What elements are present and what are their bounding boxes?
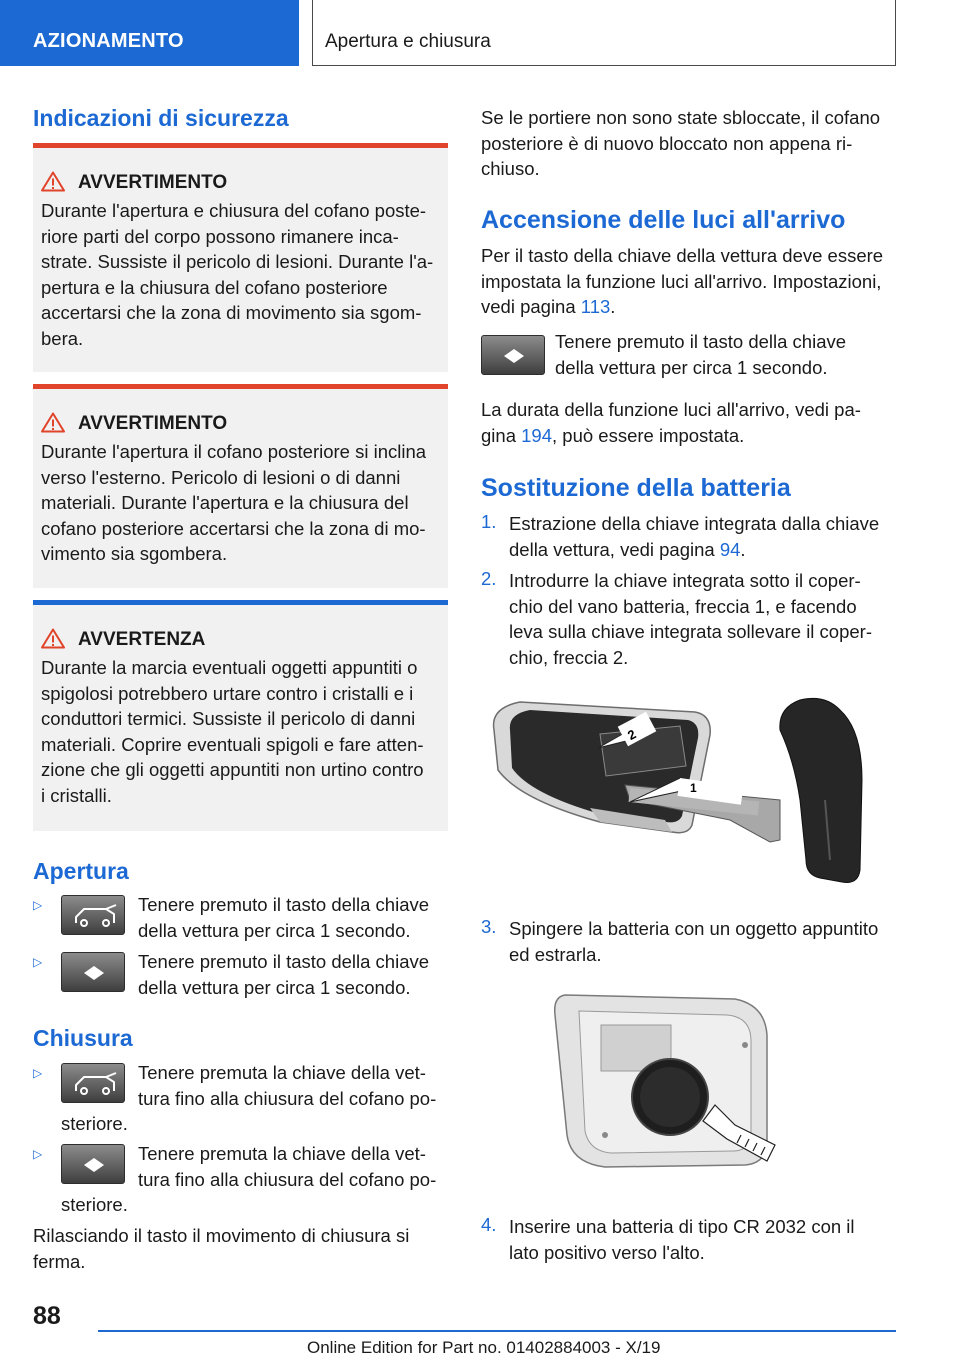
opening-item-2: Tenere premuto il tasto della chiave della vettura per circa 1 secondo. [138,951,430,998]
duration-text: La durata della funzione luci all'arrivo, vedi pa- gina 194, può essere impostata. [481,399,861,446]
list-bullet: ▷ [33,898,43,912]
warning-title: AVVERTIMENTO [78,172,228,193]
warning-title: AVVERTIMENTO [78,413,228,434]
section-title: AZIONAMENTO [33,30,184,52]
page-number: 88 [33,1302,61,1330]
battery-compartment-illustration [545,985,785,1175]
notice-text: Durante la marcia eventuali oggetti appuntiti o spigolosi potrebbero urtare contro i cristalli e i conduttori termici. Sussiste il pericolo di danni materiali. Coprire eventuali spigoli e fare atten- zione che gli oggetti appuntiti non urtino contro i cristalli. [41,657,424,806]
step-1: Estrazione della chiave integrata dalla chiave della vettura, vedi pagina 94. [509,513,880,560]
step-number: 3. [481,916,497,937]
warning-box-1 [33,143,448,372]
key-fob-illustration [480,690,880,890]
warning-triangle-icon [41,412,65,433]
car-tailgate-icon [61,1063,125,1103]
arrow-2-label: 2 [624,726,639,744]
notice-title: AVVERTENZA [78,629,206,650]
list-bullet: ▷ [33,1066,43,1080]
chapter-title: Apertura e chiusura [325,31,491,52]
edition-text: Online Edition for Part no. 01402884003 - X/19 [307,1338,661,1357]
step-2: Introdurre la chiave integrata sotto il coper- chio del vano batteria, freccia 1, e facendo leva sulla chiave integrata sollevare il coper- chio, freccia 2. [509,570,872,668]
chapter-tab [312,0,896,66]
step-3: Spingere la batteria con un oggetto appuntito ed estrarla. [509,918,879,965]
diamond-icon [61,1144,125,1184]
list-bullet: ▷ [33,1147,43,1161]
page-link-94[interactable]: 94 [719,538,741,560]
notice-box [33,600,448,831]
closing-item-2: Tenere premuta la chiave della vet- tura fino alla chiusura del cofano po- [138,1143,437,1190]
arrow-1-label: 1 [690,781,697,795]
step-number: 1. [481,511,497,532]
page-link-194[interactable]: 194 [521,424,552,446]
warning-triangle-icon [41,171,65,192]
step-number: 4. [481,1214,497,1235]
warning-triangle-icon [41,628,65,649]
closing-heading: Chiusura [33,1025,133,1051]
footer-divider [98,1330,896,1332]
step-number: 2. [481,568,497,589]
opening-heading: Apertura [33,858,129,884]
opening-item-1: Tenere premuto il tasto della chiave della vettura per circa 1 secondo. [138,894,430,941]
lights-text: Per il tasto della chiave della vettura deve essere impostata la funzione luci all'arrivo. Impostazioni, vedi pagina 113. [481,245,884,318]
closing-item-1-cont: steriore. [61,1113,128,1134]
warning-text: Durante l'apertura il cofano posteriore si inclina verso l'esterno. Pericolo di lesioni o di danni materiali. Durante l'apertura e la chiusura del cofano posteriore accertarsi che la zona di mo- vimento sia sgombera. [41,441,427,565]
page-link-113[interactable]: 113 [580,296,611,318]
list-bullet: ▷ [33,955,43,969]
section-tab [0,0,299,66]
closing-item-1: Tenere premuta la chiave della vet- tura fino alla chiusura del cofano po- [138,1062,437,1109]
safety-heading: Indicazioni di sicurezza [33,105,289,131]
closing-item-2-cont: steriore. [61,1194,128,1215]
diamond-icon [61,952,125,992]
lights-heading: Accensione delle luci all'arrivo [481,206,846,234]
warning-text: Durante l'apertura e chiusura del cofano poste- riore parti del corpo possono rimanere inca- strate. Sussiste il pericolo di lesioni. Durante l'a- pertura e la chiusura del cofano posteriore accertarsi che la zona di movimento sia sgom- bera. [41,200,434,349]
car-tailgate-icon [61,895,125,935]
release-note: Rilasciando il tasto il movimento di chiusura si ferma. [33,1225,410,1272]
warning-box-2 [33,384,448,588]
diamond-icon [481,335,545,375]
battery-heading: Sostituzione della batteria [481,474,791,502]
step-4: Inserire una batteria di tipo CR 2032 con il lato positivo verso l'alto. [509,1216,855,1263]
intro-text: Se le portiere non sono state sbloccate, il cofano posteriore è di nuovo bloccato non appena ri- chiuso. [481,107,881,180]
lights-key-text: Tenere premuto il tasto della chiave della vettura per circa 1 secondo. [555,331,847,378]
